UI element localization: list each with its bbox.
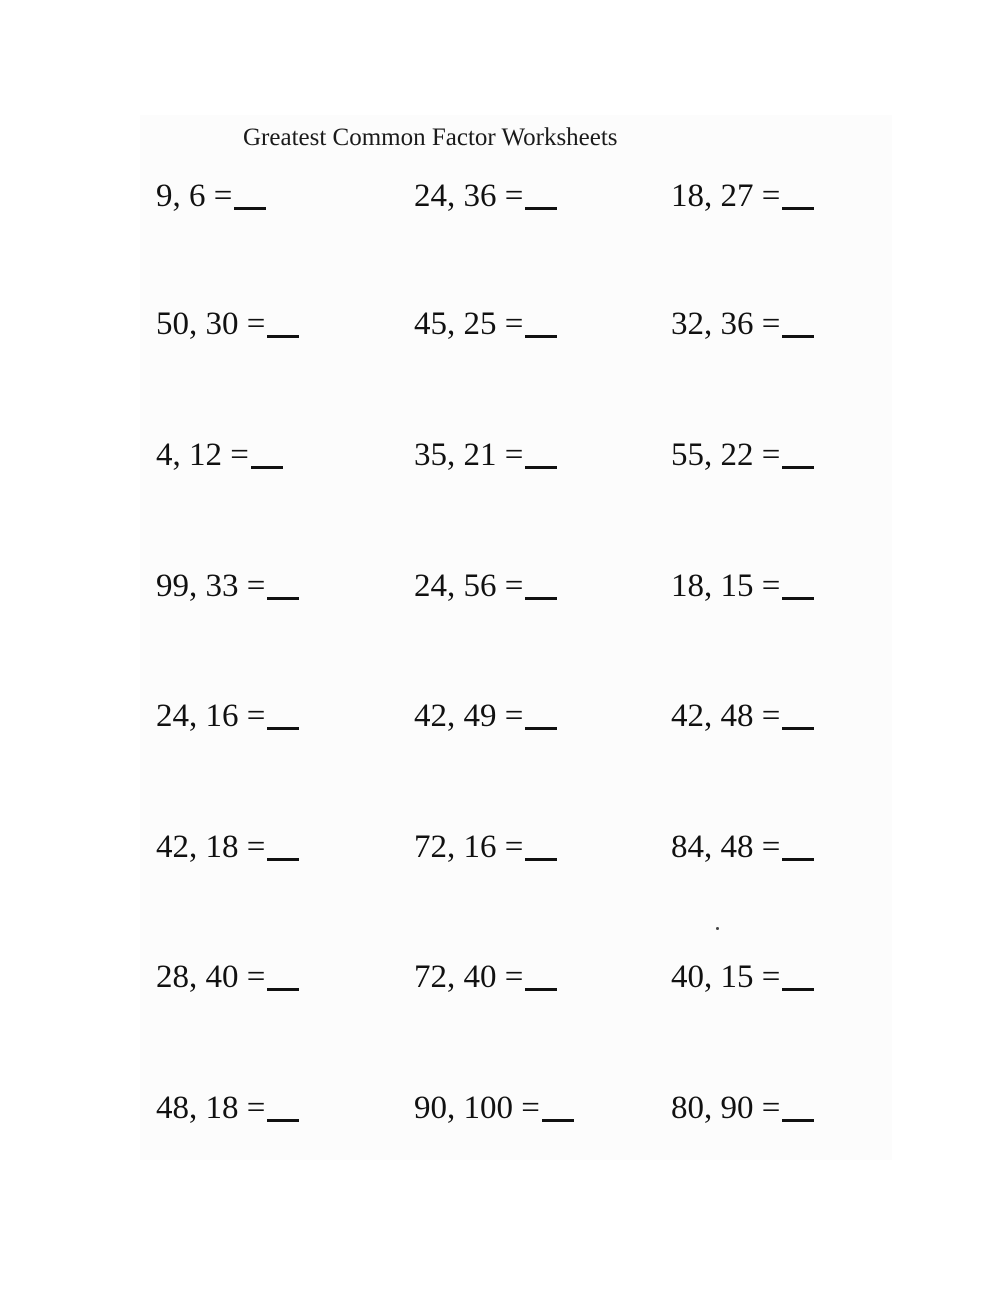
answer-blank[interactable]	[525, 207, 557, 210]
answer-blank[interactable]	[782, 207, 814, 210]
answer-blank[interactable]	[251, 466, 283, 469]
answer-blank[interactable]	[267, 727, 299, 730]
gcf-problem	[156, 308, 299, 341]
problem-expression: 9, 6 =	[156, 178, 233, 214]
gcf-problem	[156, 831, 299, 864]
answer-blank[interactable]	[782, 858, 814, 861]
stray-mark	[716, 927, 719, 930]
answer-blank[interactable]	[267, 1119, 299, 1122]
answer-blank[interactable]	[782, 597, 814, 600]
gcf-problem	[671, 1092, 814, 1125]
answer-blank[interactable]	[267, 858, 299, 861]
gcf-problem	[671, 831, 814, 864]
gcf-problem	[414, 1092, 574, 1125]
gcf-problem	[414, 831, 557, 864]
gcf-problem	[156, 570, 299, 603]
problem-expression: 42, 18 =	[156, 829, 266, 865]
answer-blank[interactable]	[525, 597, 557, 600]
problem-expression: 35, 21 =	[414, 437, 524, 473]
problem-expression: 24, 36 =	[414, 178, 524, 214]
problem-expression: 72, 16 =	[414, 829, 524, 865]
gcf-problem	[671, 439, 814, 472]
gcf-problem	[671, 700, 814, 733]
gcf-problem	[156, 700, 299, 733]
problem-expression: 28, 40 =	[156, 959, 266, 995]
problem-expression: 24, 16 =	[156, 698, 266, 734]
gcf-problem	[414, 570, 557, 603]
answer-blank[interactable]	[782, 335, 814, 338]
gcf-problem	[414, 180, 557, 213]
gcf-problem	[156, 180, 266, 213]
problem-expression: 18, 15 =	[671, 568, 781, 604]
answer-blank[interactable]	[234, 207, 266, 210]
problem-expression: 4, 12 =	[156, 437, 249, 473]
problem-expression: 84, 48 =	[671, 829, 781, 865]
answer-blank[interactable]	[782, 1119, 814, 1122]
problem-expression: 18, 27 =	[671, 178, 781, 214]
problem-expression: 48, 18 =	[156, 1090, 266, 1126]
problem-expression: 45, 25 =	[414, 306, 524, 342]
answer-blank[interactable]	[782, 988, 814, 991]
answer-blank[interactable]	[525, 858, 557, 861]
answer-blank[interactable]	[525, 988, 557, 991]
answer-blank[interactable]	[525, 727, 557, 730]
gcf-problem	[156, 439, 283, 472]
gcf-problem	[671, 308, 814, 341]
problem-expression: 90, 100 =	[414, 1090, 540, 1126]
answer-blank[interactable]	[542, 1119, 574, 1122]
problem-expression: 32, 36 =	[671, 306, 781, 342]
answer-blank[interactable]	[267, 335, 299, 338]
problem-expression: 72, 40 =	[414, 959, 524, 995]
answer-blank[interactable]	[267, 597, 299, 600]
gcf-problem	[414, 308, 557, 341]
gcf-problem	[414, 700, 557, 733]
problem-expression: 99, 33 =	[156, 568, 266, 604]
answer-blank[interactable]	[782, 466, 814, 469]
problem-expression: 42, 48 =	[671, 698, 781, 734]
answer-blank[interactable]	[782, 727, 814, 730]
problem-expression: 24, 56 =	[414, 568, 524, 604]
gcf-problem	[156, 1092, 299, 1125]
gcf-problem	[414, 961, 557, 994]
problem-expression: 50, 30 =	[156, 306, 266, 342]
problem-expression: 40, 15 =	[671, 959, 781, 995]
answer-blank[interactable]	[525, 335, 557, 338]
answer-blank[interactable]	[267, 988, 299, 991]
answer-blank[interactable]	[525, 466, 557, 469]
gcf-problem	[156, 961, 299, 994]
gcf-problem	[671, 961, 814, 994]
problem-expression: 80, 90 =	[671, 1090, 781, 1126]
problem-expression: 42, 49 =	[414, 698, 524, 734]
worksheet-title: Greatest Common Factor Worksheets	[243, 124, 618, 151]
problem-expression: 55, 22 =	[671, 437, 781, 473]
gcf-problem	[671, 180, 814, 213]
gcf-problem	[671, 570, 814, 603]
gcf-problem	[414, 439, 557, 472]
